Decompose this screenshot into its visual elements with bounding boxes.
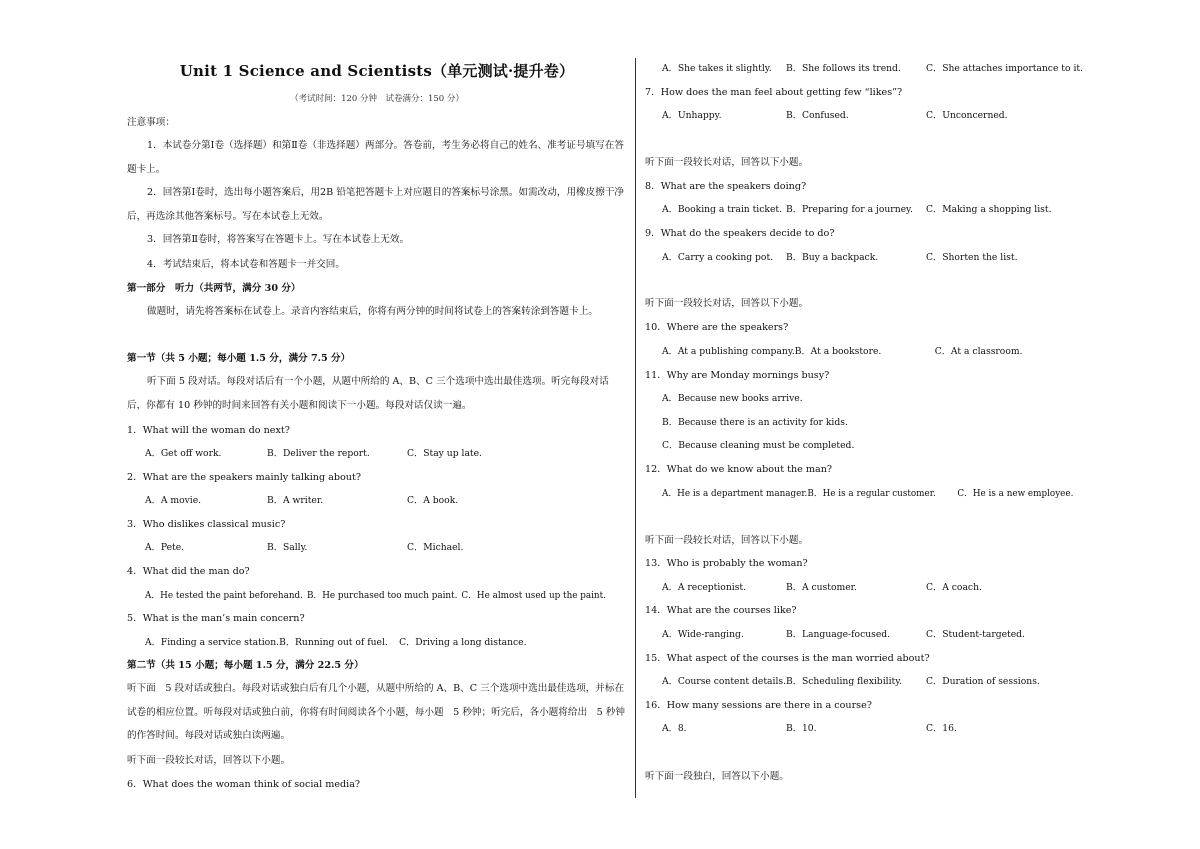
option-c: C．Stay up late.: [407, 448, 482, 459]
notice-3: 3．回答第Ⅱ卷时，将答案写在答题卡上。写在本试卷上无效。: [147, 234, 410, 245]
question-15: 15．What aspect of the courses is the man worried about?: [645, 653, 930, 664]
option-a: A．He is a department manager.: [662, 489, 808, 499]
option-b: B．Language-focused.: [786, 629, 891, 640]
question-13: 13．Who is probably the woman?: [645, 558, 808, 569]
options-8: [662, 203, 1052, 217]
listen-dialog-instruction: 听下面一段较长对话，回答以下小题。: [127, 755, 291, 766]
options-7: [662, 109, 1008, 123]
option-a: A．A movie.: [145, 495, 202, 506]
option-a: A．Unhappy.: [662, 110, 722, 121]
options-16: [662, 722, 957, 736]
question-6: 6．What does the woman think of social media?: [127, 779, 361, 790]
question-9: 9．What do the speakers decide to do?: [645, 228, 835, 239]
option-b: B．Deliver the report.: [267, 448, 370, 459]
option-c: C．He is a new employee.: [957, 489, 1074, 499]
question-10: 10．Where are the speakers?: [645, 322, 789, 333]
question-8: 8．What are the speakers doing?: [645, 181, 807, 192]
question-3: 3．Who dislikes classical music?: [127, 519, 286, 530]
question-16: 16．How many sessions are there in a course?: [645, 700, 872, 711]
question-14: 14．What are the courses like?: [645, 605, 797, 616]
option-a: A．Booking a train ticket.: [662, 204, 782, 215]
option-c: C．Unconcerned.: [926, 110, 1008, 121]
option-c: C．Making a shopping list.: [926, 204, 1052, 215]
options-14: [662, 628, 1025, 642]
question-1: 1．What will the woman do next?: [127, 425, 290, 436]
options-15: [662, 675, 1040, 689]
option-b: B．Preparing for a journey.: [786, 204, 913, 215]
option-a: A．At a publishing company.: [662, 346, 795, 357]
options-12: [662, 487, 1073, 501]
option-b: B．He purchased too much paint.: [306, 591, 458, 601]
options-13: [662, 581, 982, 595]
page-title: Unit 1 Science and Scientists（单元测试·提升卷）: [179, 62, 575, 80]
options-9: [662, 251, 1018, 265]
option-a: A．Course content details.: [662, 676, 787, 687]
option-b: B．Buy a backpack.: [786, 252, 879, 263]
option-a: A．Pete.: [145, 542, 185, 553]
listen-dialog-instruction: 听下面一段较长对话，回答以下小题。: [645, 298, 809, 309]
part1-intro: 做题时，请先将答案标在试卷上。录音内容结束后，你将有两分钟的时间将试卷上的答案转涂到答题卡上。: [147, 306, 598, 317]
options-5: [145, 636, 527, 650]
option-c: C．Duration of sessions.: [926, 676, 1040, 687]
option-b: B．Scheduling flexibility.: [786, 676, 903, 687]
option-a: A．He tested the paint beforehand.: [145, 591, 303, 601]
option-b: B．Running out of fuel.: [279, 637, 388, 648]
option-b: B．At a bookstore.: [794, 346, 882, 357]
option-c: C．A book.: [407, 495, 459, 506]
exam-info: （考试时间：120 分钟 试卷满分：150 分）: [290, 94, 464, 104]
option-c: C．At a classroom.: [934, 346, 1023, 357]
options-1: [145, 447, 482, 461]
option-a: A．Get off work.: [145, 448, 222, 459]
option-a: A．Wide-ranging.: [662, 629, 744, 640]
listen-monologue-instruction: 听下面一段独白，回答以下小题。: [645, 771, 789, 782]
question-2: 2．What are the speakers mainly talking about?: [127, 472, 361, 483]
question-11: 11．Why are Monday mornings busy?: [645, 370, 830, 381]
option-a: A．She takes it slightly.: [662, 63, 772, 74]
option-b: B．Sally.: [267, 542, 308, 553]
part1-heading: 第一部分 听力（共两节，满分 30 分）: [127, 283, 301, 294]
option-b: B．She follows its trend.: [786, 63, 901, 74]
notice-4: 4．考试结束后，将本试卷和答题卡一并交回。: [147, 259, 345, 270]
question-4: 4．What did the man do?: [127, 566, 250, 577]
notice-2: 2．回答第Ⅰ卷时，选出每小题答案后，用2B 铅笔把答题卡上对应题目的答案标号涂黑。如需改动，用橡皮擦干净后，再选涂其他答案标号。写在本试卷上无效。: [127, 187, 625, 222]
option-a: A．Carry a cooking pot.: [662, 252, 774, 263]
listen-dialog-instruction: 听下面一段较长对话，回答以下小题。: [645, 535, 809, 546]
section2-intro: 听下面 5 段对话或独白。每段对话或独白后有几个小题，从题中所给的 A、B、C 三个选项中选出最佳选项，并标在试卷的相应位置。听每段对话或独白前，你将有时间阅读各个小题，每小题 5 秒钟；听完后，各小题将给出 5 秒钟的作答时间。每段对话或独白读两遍。: [127, 683, 625, 741]
section1-intro: 听下面 5 段对话。每段对话后有一个小题，从题中所给的 A、B、C 三个选项中选出最佳选项。听完每段对话后，你都有 10 秒钟的时间来回答有关小题和阅读下一小题。每段对话仅读一遍。: [127, 376, 609, 411]
option-11a: A．Because new books arrive.: [662, 393, 803, 404]
option-a: A．8.: [662, 723, 687, 734]
option-b: B．Confused.: [786, 110, 849, 121]
option-b: B．10.: [786, 723, 817, 734]
section1-heading: 第一节（共 5 小题；每小题 1.5 分，满分 7.5 分）: [127, 353, 351, 364]
option-c: C．She attaches importance to it.: [926, 63, 1083, 74]
question-7: 7．How does the man feel about getting few “likes”?: [645, 87, 903, 98]
section2-heading: 第二节（共 15 小题；每小题 1.5 分，满分 22.5 分）: [127, 660, 364, 671]
option-c: C．He almost used up the paint.: [461, 591, 606, 601]
question-12: 12．What do we know about the man?: [645, 464, 833, 475]
option-b: B．A writer.: [267, 495, 324, 506]
listen-dialog-instruction: 听下面一段较长对话，回答以下小题。: [645, 157, 809, 168]
option-b: B．He is a regular customer.: [807, 489, 936, 499]
notice-heading: 注意事项：: [127, 117, 175, 128]
option-c: C．Student-targeted.: [926, 629, 1025, 640]
options-6: [662, 62, 1083, 76]
option-c: C．A coach.: [926, 582, 982, 593]
option-c: C．16.: [926, 723, 957, 734]
column-divider: [635, 58, 636, 798]
option-a: A．A receptionist.: [662, 582, 747, 593]
option-b: B．A customer.: [786, 582, 857, 593]
option-11b: B．Because there is an activity for kids.: [662, 417, 848, 428]
option-11c: C．Because cleaning must be completed.: [662, 440, 855, 451]
options-4: [145, 589, 606, 603]
options-3: [145, 541, 463, 555]
options-2: [145, 494, 458, 508]
question-5: 5．What is the man’s main concern?: [127, 613, 305, 624]
notice-1: 1．本试卷分第Ⅰ卷（选择题）和第Ⅱ卷（非选择题）两部分。答卷前，考生务必将自己的姓名、准考证号填写在答题卡上。: [127, 140, 624, 175]
option-c: C．Driving a long distance.: [399, 637, 527, 648]
option-c: C．Shorten the list.: [926, 252, 1018, 263]
option-c: C．Michael.: [407, 542, 464, 553]
options-10: [662, 345, 1023, 359]
option-a: A．Finding a service station.: [145, 637, 280, 648]
